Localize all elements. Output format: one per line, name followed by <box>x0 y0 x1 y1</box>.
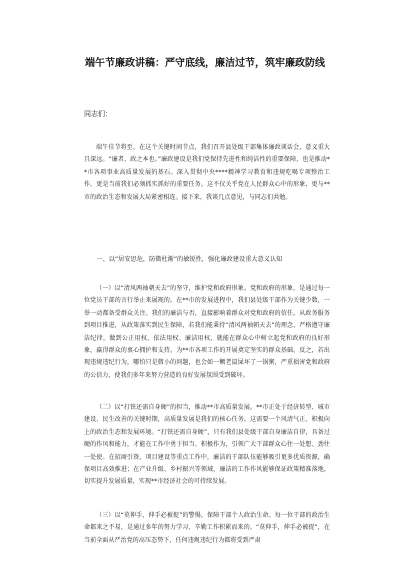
document-title: 端午节廉政讲稿：严守底线，廉洁过节，筑牢廉政防线 <box>85 58 325 69</box>
section-heading-one: 一、以“居安思危，防微杜渐”的敏锐性，强化廉政建设重大意义认知 <box>96 256 283 263</box>
greeting: 同志们： <box>84 110 112 118</box>
body-paragraph-3: （三）以“莫伸手，伸手必被捉”的警惕，保障干部个人政治生命。每一位干部的政治生命都来之不易，是通过多年的努力学习、辛勤工作积累而来的。“莫伸手，伸手必被捉”，在当前全面从严治党的高压态势下，任何违规违纪行为都将受到严肃 <box>84 512 330 544</box>
body-paragraph-1: （一）以“清风两袖朝天去”的坚守，维护党和政府形象。党和政府的形象，是通过每一位党员干部的言行举止来展现的。在**市的发展进程中，我们县处级干部作为关键少数，一举一动都备受群众关注。我们的廉洁与否，直接影响着群众对党和政府的信任。从政务服务到项目推进，从政策落实到民生保障，若我们能秉持“清风两袖朝天去”的理念，严格遵守廉洁纪律，做到公正用权、依法用权、廉洁用权，就能在群众心中树立起党和政府的良好形象，赢得群众的衷心拥护和支持。为**市各项工作的开展奠定坚实的群众基础。反之，若出现违规违纪行为，哪怕只是微小的问题，也会如一颗老鼠屎坏了一锅粥，严重损害党和政府的公信力，使我们多年来努力营造的良好发展氛围受到破坏。 <box>84 285 330 379</box>
intro-paragraph: 端午佳节将至，在这个关键时间节点，我们召开县处级干部集体廉政谈话会，意义重大且深远。“廉者，政之本也。”廉政建设是我们党保持先进性和纯洁性的重要保障，也是推动**市各项事业高质量发展的基石。深入贯彻中央****精神学习教育和违规吃喝专项整治工作，更是当前我们必须抓实抓好的重要任务。这不仅关乎党在人民群众心中的形象，更与**市的政治生态和发展大局紧密相连。接下来，我谈几点意见，与同志们共勉。 <box>84 144 330 201</box>
body-paragraph-2: （二）以“打铁还需自身硬”的担当，推动**市高质量发展。**市正处于经济转型、城市建设、民生改善的关键时期，高质量发展是我们的核心任务。这需要一个风清气正、积极向上的政治生态和发展环境。“打铁还需自身硬”，只有我们县处级干部自身廉洁自律，具备过硬的作风和能力，才能在工作中勇于担当、积极作为，引领广大干部群众心往一处想、劲往一处使。在招商引资、项目建设等重点工作中，廉洁的干部队伍能够吸引更多优质资源，确保项目高效推进；在产业升级、乡村振兴等领域，廉洁的工作作风能够保证政策精准落地，切实提升发展质量，实现**市经济社会的可持续发展。 <box>84 404 330 486</box>
